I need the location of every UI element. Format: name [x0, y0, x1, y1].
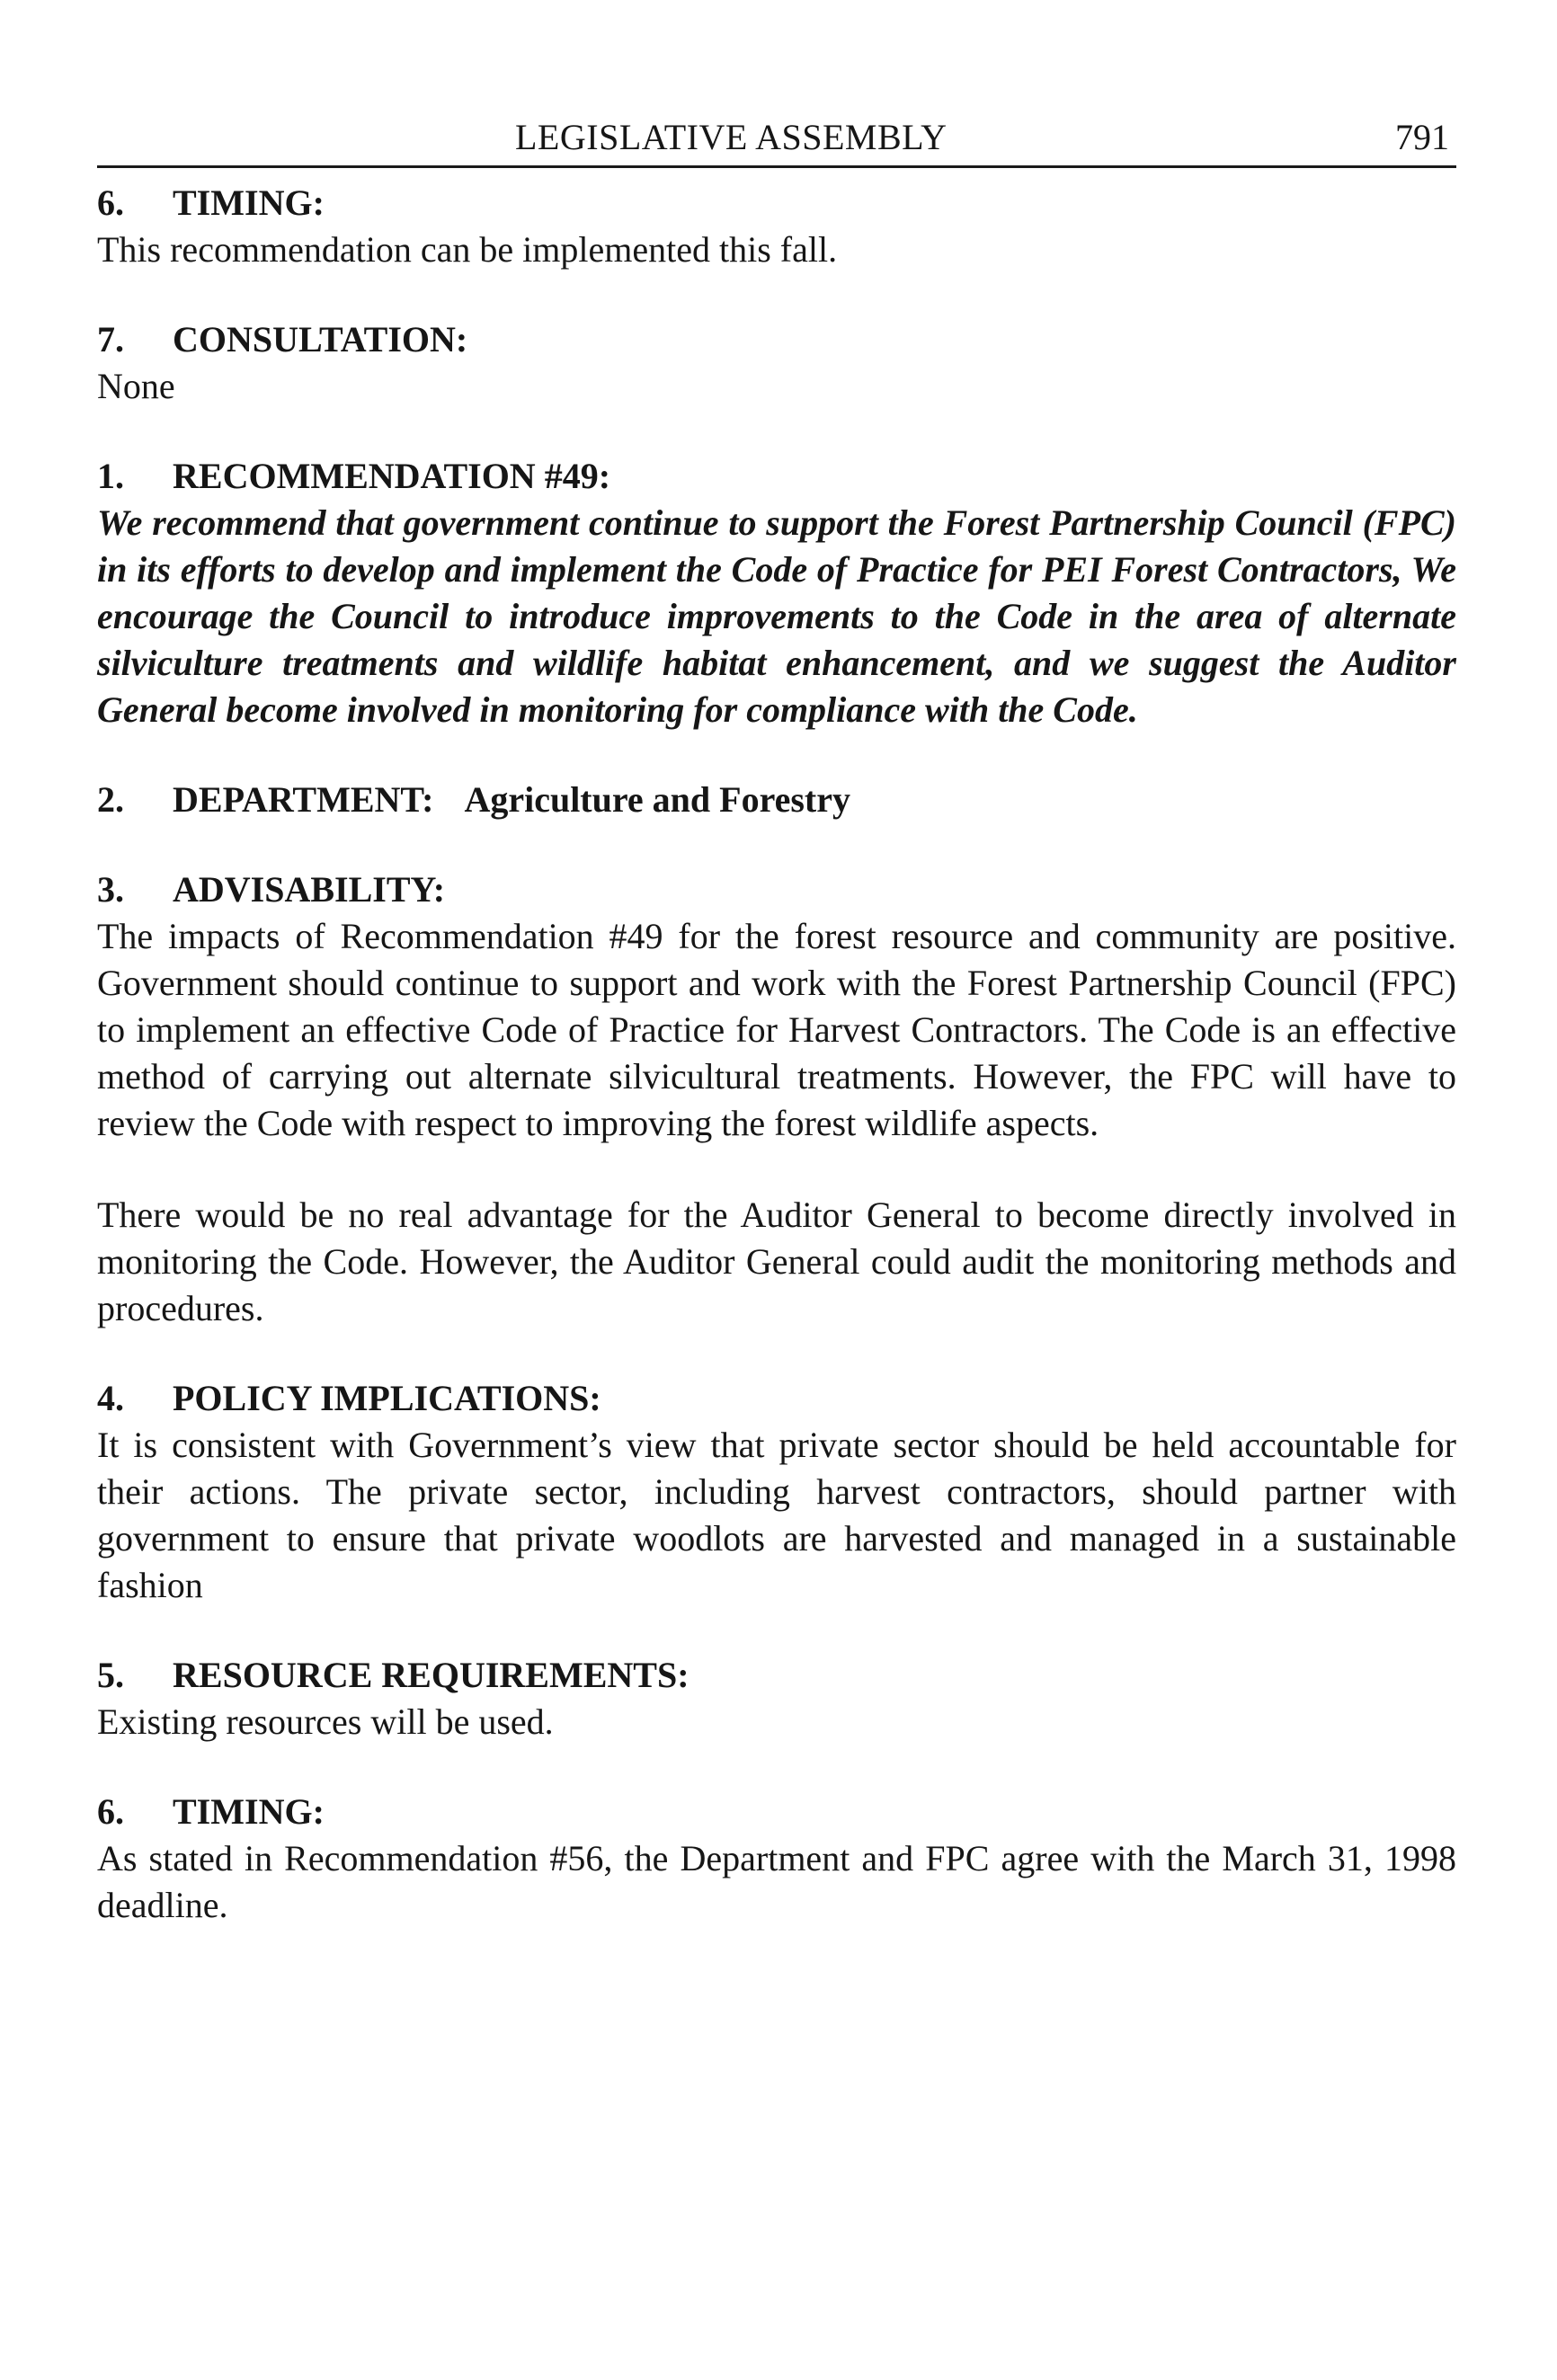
section-heading — [97, 316, 1456, 363]
section-title: ADVISABILITY: — [173, 869, 446, 910]
section-resource-requirements — [97, 1652, 1456, 1745]
section-number: 6. — [97, 1791, 124, 1832]
header-title: LEGISLATIVE ASSEMBLY — [515, 117, 948, 157]
section-consultation — [97, 316, 1456, 410]
section-title: RECOMMENDATION #49: — [173, 456, 611, 496]
section-timing-previous — [97, 180, 1456, 273]
section-title: CONSULTATION: — [173, 319, 468, 360]
running-header — [97, 110, 1456, 168]
section-heading — [97, 777, 1456, 823]
section-policy-implications — [97, 1375, 1456, 1609]
section-heading — [97, 1375, 1456, 1422]
section-number: 5. — [97, 1655, 124, 1695]
section-number: 3. — [97, 869, 124, 910]
section-text: This recommendation can be implemented this fall. — [97, 229, 838, 270]
section-text: None — [97, 366, 175, 406]
section-number: 6. — [97, 182, 124, 223]
section-title: POLICY IMPLICATIONS: — [173, 1378, 601, 1418]
section-advisability — [97, 866, 1456, 1332]
section-title: DEPARTMENT: — [173, 779, 434, 820]
section-department — [97, 777, 1456, 823]
section-title: TIMING: — [173, 182, 325, 223]
section-number: 2. — [97, 779, 124, 820]
section-title: RESOURCE REQUIREMENTS: — [173, 1655, 690, 1695]
section-number: 4. — [97, 1378, 124, 1418]
section-text: Existing resources will be used. — [97, 1701, 554, 1742]
advisability-paragraph-1: The impacts of Recommendation #49 for the forest resource and community are positive. Government should continue to support and work with the Forest Partnership Council (FPC) to implement an effective Code of Practice for Harvest Contractors. The Code is an effective method of carrying out alternate silvicultural treatments. However, the FPC will have to review the Code with respect to improving the forest wildlife aspects. — [97, 916, 1456, 1143]
page-number: 791 — [1395, 117, 1449, 157]
section-text: As stated in Recommendation #56, the Department and FPC agree with the March 31, 1998 deadline. — [97, 1838, 1456, 1925]
advisability-paragraph-2: There would be no real advantage for the Auditor General to become directly involved in monitoring the Code. However, the Auditor General could audit the monitoring methods and procedures. — [97, 1194, 1456, 1328]
recommendation-text: We recommend that government continue to support the Forest Partnership Council (FPC) in its efforts to develop and implement the Code of Practice for PEI Forest Contractors, We encourage the Council to introduce improvements to the Code in the area of alternate silviculture treatments and wildlife habitat enhancement, and we suggest the Auditor General become involved in monitoring for compliance with the Code. — [97, 502, 1456, 730]
section-heading — [97, 453, 1456, 500]
section-number: 7. — [97, 319, 124, 360]
department-value: Agriculture and Forestry — [464, 779, 851, 820]
section-text: It is consistent with Government’s view that private sector should be held accountable for their actions. The private sector, including harvest contractors, should partner with government to ensure that private woodlots are harvested and managed in a sustainable fashion — [97, 1425, 1456, 1605]
section-heading — [97, 180, 1456, 226]
section-number: 1. — [97, 456, 124, 496]
document-page — [97, 110, 1456, 1929]
section-title: TIMING: — [173, 1791, 325, 1832]
section-timing — [97, 1789, 1456, 1929]
section-heading — [97, 1652, 1456, 1699]
section-recommendation — [97, 453, 1456, 733]
section-heading — [97, 866, 1456, 913]
section-heading — [97, 1789, 1456, 1835]
